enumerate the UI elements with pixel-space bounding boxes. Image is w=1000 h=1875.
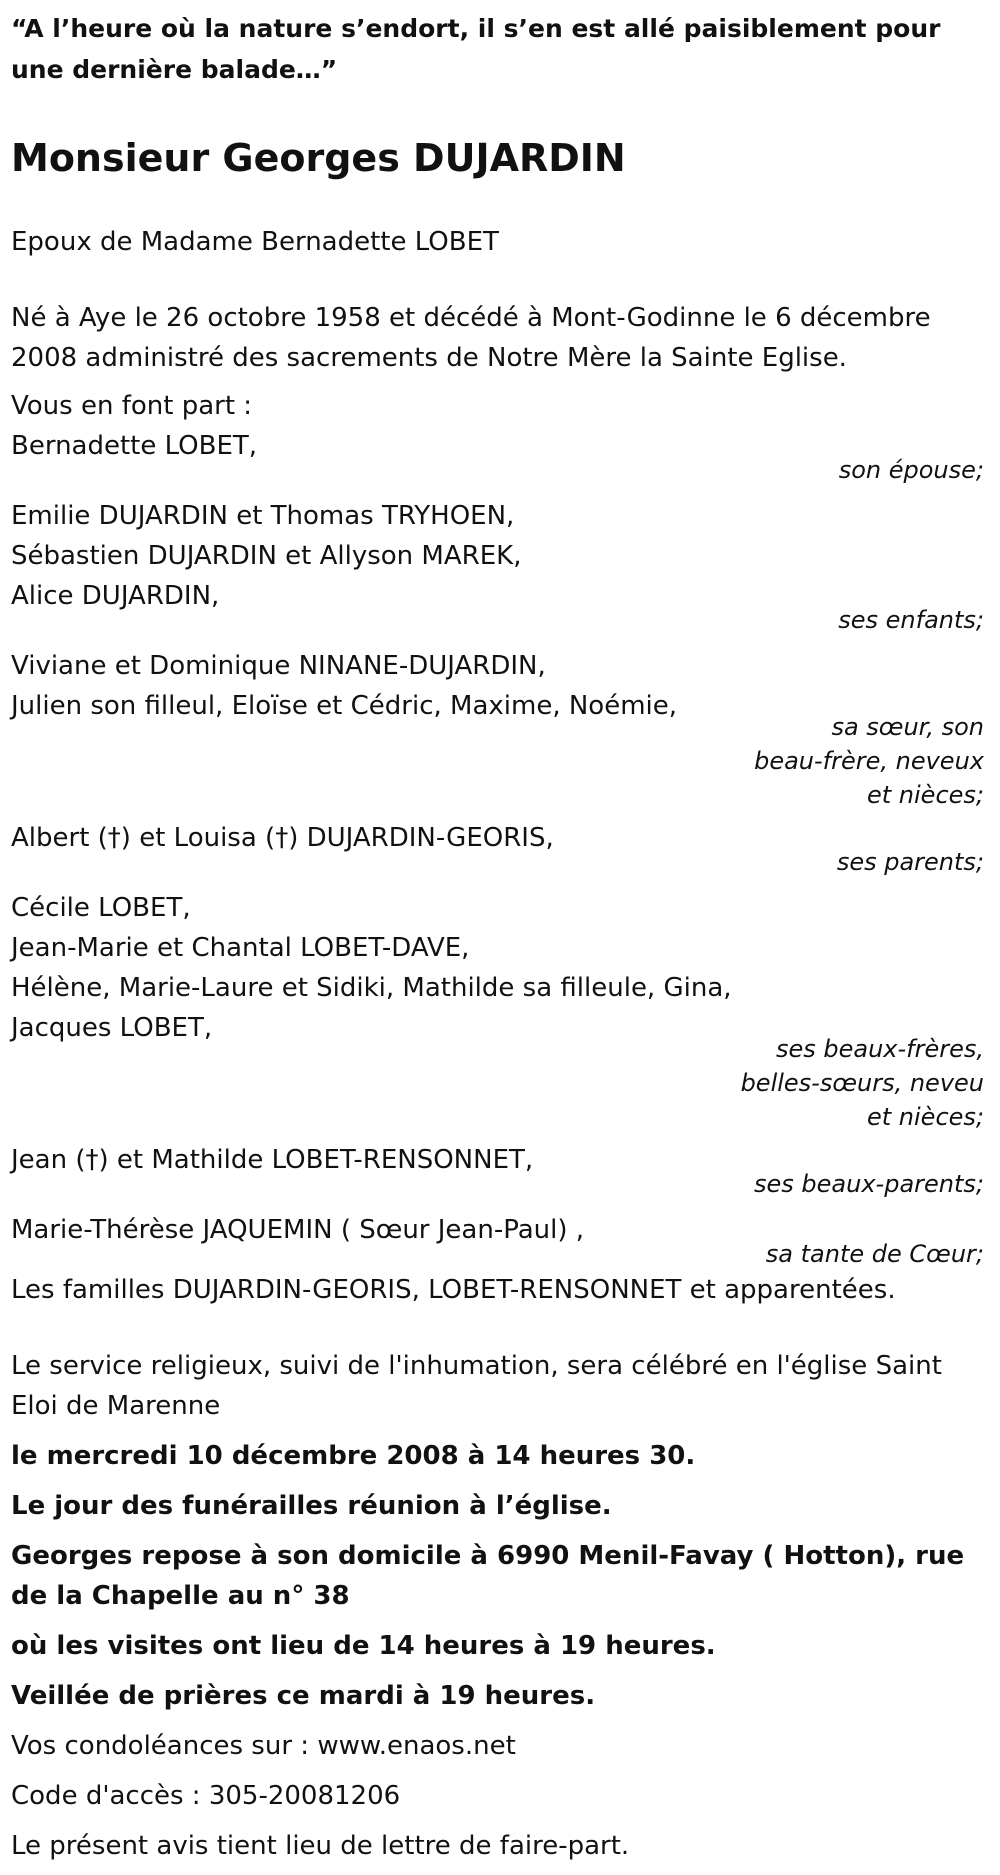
deceased-name: Monsieur Georges DUJARDIN xyxy=(11,136,626,180)
visits-text: où les visites ont lieu de 14 heures à 19 heures. xyxy=(11,1631,716,1661)
family-name-line: Hélène, Marie-Laure et Sidiki, Mathilde sa filleule, Gina, xyxy=(11,973,732,1003)
family-name-line: Jacques LOBET, xyxy=(11,1013,213,1043)
family-role-line: et nièces; xyxy=(867,781,984,809)
family-group-sister xyxy=(11,646,990,812)
family-name-line: Alice DUJARDIN, xyxy=(11,581,220,611)
birth-death-text: Né à Aye le 26 octobre 1958 et décédé à Mont-Godinne le 6 décembre 2008 administré des sacrements de Notre Mère la Sainte Eglise. xyxy=(11,303,931,373)
service-text: Le service religieux, suivi de l'inhumation, sera célébré en l'église Saint Eloi de Marenne xyxy=(11,1351,942,1421)
family-name-line: Cécile LOBET, xyxy=(11,893,191,923)
family-name-line: Albert (†) et Louisa (†) DUJARDIN-GEORIS, xyxy=(11,823,554,853)
vigil-text: Veillée de prières ce mardi à 19 heures. xyxy=(11,1681,596,1711)
family-name-line: Julien son filleul, Eloïse et Cédric, Maxime, Noémie, xyxy=(11,691,678,721)
family-name-line: Bernadette LOBET, xyxy=(11,431,258,461)
family-group-in-laws xyxy=(11,888,990,1134)
family-role-line: beau-frère, neveux xyxy=(754,747,984,775)
family-group-parents xyxy=(11,818,990,882)
family-role-line: ses beaux-frères, xyxy=(775,1035,984,1063)
family-name-line: Viviane et Dominique NINANE-DUJARDIN, xyxy=(11,651,546,681)
announcement-intro: Vous en font part : xyxy=(11,391,253,421)
family-role-line: son épouse; xyxy=(838,456,984,484)
service-date-time: le mercredi 10 décembre 2008 à 14 heures 30. xyxy=(11,1441,696,1471)
family-role-line: sa sœur, son xyxy=(831,713,984,741)
family-group-spouse xyxy=(11,426,990,490)
epigraph-quote: “A l’heure où la nature s’endort, il s’en est allé paisiblement pour une dernière balade…” xyxy=(11,14,941,84)
meeting-text: Le jour des funérailles réunion à l’église. xyxy=(11,1491,612,1521)
condolences-text: Vos condoléances sur : www.enaos.net xyxy=(11,1731,516,1761)
family-group-children xyxy=(11,496,990,640)
family-role-line: et nièces; xyxy=(867,1103,984,1131)
family-name-line: Sébastien DUJARDIN et Allyson MAREK, xyxy=(11,541,522,571)
families-line: Les familles DUJARDIN-GEORIS, LOBET-RENSONNET et apparentées. xyxy=(11,1275,896,1305)
family-role-line: ses beaux-parents; xyxy=(754,1170,984,1198)
family-role-line: sa tante de Cœur; xyxy=(765,1240,984,1268)
family-name-line: Jean-Marie et Chantal LOBET-DAVE, xyxy=(11,933,470,963)
family-group-parents-in-law xyxy=(11,1140,990,1204)
family-role-line: belles-sœurs, neveu xyxy=(740,1069,984,1097)
family-name-line: Marie-Thérèse JAQUEMIN ( Sœur Jean-Paul) , xyxy=(11,1215,585,1245)
family-name-line: Emilie DUJARDIN et Thomas TRYHOEN, xyxy=(11,501,515,531)
footer-text: Le présent avis tient lieu de lettre de faire-part. xyxy=(11,1831,630,1861)
family-group-aunt xyxy=(11,1210,990,1274)
family-role-line: ses enfants; xyxy=(838,606,984,634)
rest-place-text: Georges repose à son domicile à 6990 Menil-Favay ( Hotton), rue de la Chapelle au n° 38 xyxy=(11,1541,965,1611)
spouse-line: Epoux de Madame Bernadette LOBET xyxy=(11,227,499,257)
family-role-line: ses parents; xyxy=(836,848,984,876)
family-name-line: Jean (†) et Mathilde LOBET-RENSONNET, xyxy=(11,1145,534,1175)
access-code-text: Code d'accès : 305-20081206 xyxy=(11,1781,401,1811)
